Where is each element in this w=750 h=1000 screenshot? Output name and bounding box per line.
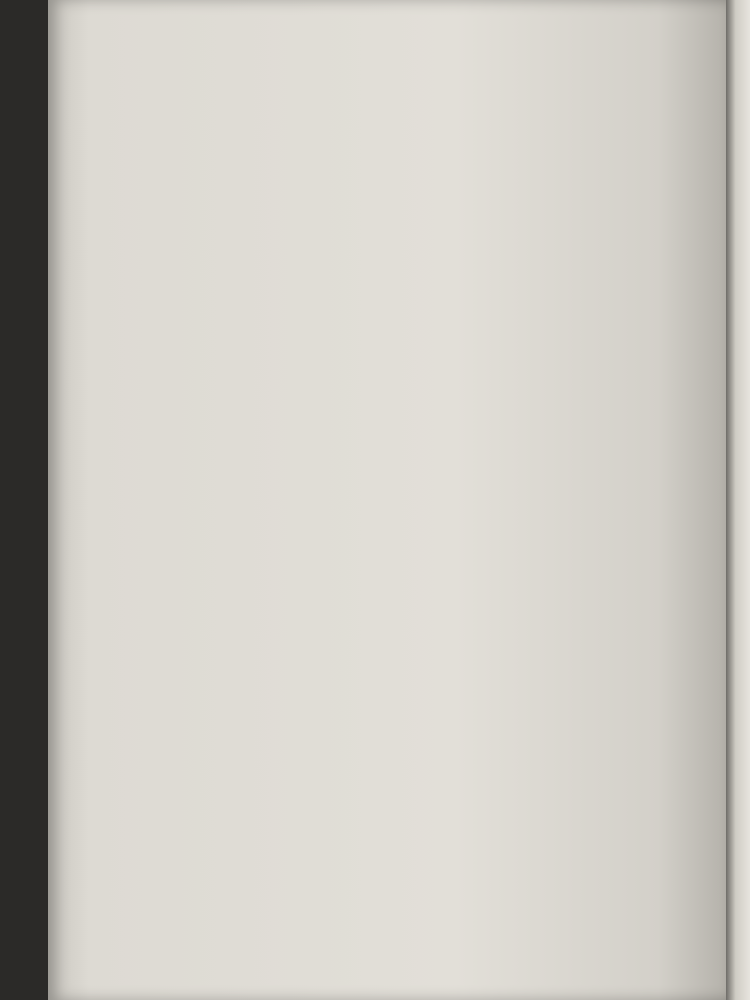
page-edge [726, 0, 750, 1000]
book-page [48, 0, 726, 1000]
